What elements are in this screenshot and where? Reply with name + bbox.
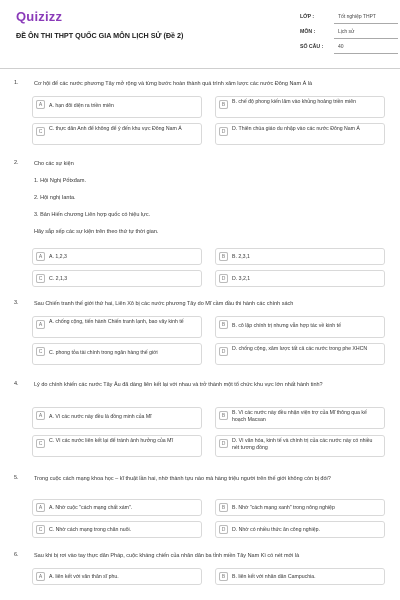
option-letter: C xyxy=(36,274,45,283)
option-d[interactable] xyxy=(215,123,385,145)
option-c[interactable] xyxy=(32,435,202,457)
meta-row-subject xyxy=(300,27,390,42)
option-d[interactable] xyxy=(215,435,385,457)
option-text: D. chống cộng, xâm lược tất cả các nước trong phe XHCN xyxy=(232,346,368,352)
question-number: 4. xyxy=(14,381,19,387)
option-b[interactable] xyxy=(215,248,385,265)
event-item: 3. Bản Hiến chương Liên hợp quốc có hiệu lực. xyxy=(34,212,151,218)
option-text: D. Nhờ có nhiều thức ăn công nghiệp. xyxy=(232,527,320,533)
option-letter: B xyxy=(219,252,228,261)
option-b[interactable] xyxy=(215,316,385,338)
option-a[interactable] xyxy=(32,96,202,118)
option-letter: B xyxy=(219,572,228,581)
option-b[interactable] xyxy=(215,568,385,585)
option-c[interactable] xyxy=(32,123,202,145)
meta-key: SỐ CÂU : xyxy=(300,44,324,50)
meta-row-count xyxy=(300,42,390,57)
option-text: C. thực dân Anh để không để ý đến khu vực Đông Nam Á xyxy=(49,126,182,132)
option-text: A. hạn đôi diện ra triền miên xyxy=(49,103,114,109)
option-text: C. Nhờ cách mạng trong chăn nuôi. xyxy=(49,527,132,533)
question-text: Sau khi bị rơi vào tay thực dân Pháp, cuộc kháng chiến của nhân dân ba tỉnh miền Tây Nam Kì có nét mới là xyxy=(34,553,300,559)
option-letter: D xyxy=(219,127,228,136)
option-d[interactable] xyxy=(215,521,385,538)
option-d[interactable] xyxy=(215,343,385,365)
option-text: D. Vì văn hóa, kinh tế và chính trị của các nước này có nhiều nét tương đồng xyxy=(232,438,373,451)
option-text: B. Vì các nước này đều nhận viện trợ của Mĩ thông qua kế hoạch Macsan xyxy=(232,410,367,423)
option-c[interactable] xyxy=(32,521,202,538)
option-text: A. 1,2,3 xyxy=(49,254,67,260)
option-text: A. Vì các nước này đều là đồng minh của Mĩ xyxy=(49,414,152,420)
worksheet-header xyxy=(0,0,400,69)
option-c[interactable] xyxy=(32,270,202,287)
meta-underline xyxy=(334,38,398,39)
option-text: A. liên kết với văn thân sĩ phu. xyxy=(49,574,119,580)
meta-underline xyxy=(334,23,398,24)
option-letter: B xyxy=(219,100,228,109)
option-b[interactable] xyxy=(215,407,385,429)
option-text: B. liên kết với nhân dân Campuchia. xyxy=(232,574,316,580)
option-text: C. phong tỏa tài chính trong ngân hàng thế giới xyxy=(49,350,158,356)
option-c[interactable] xyxy=(32,343,202,365)
option-letter: A xyxy=(36,411,45,420)
option-letter: C xyxy=(36,439,45,448)
meta-row-class xyxy=(300,12,390,27)
option-letter: B xyxy=(219,503,228,512)
option-text: D. 3,2,1 xyxy=(232,276,251,282)
option-letter: A xyxy=(36,252,45,261)
option-text: B. cô lập chính trị nhưng vẫn hợp tác về kinh tế xyxy=(232,323,341,329)
question-number: 2. xyxy=(14,160,19,166)
option-text: B. 2,3,1 xyxy=(232,254,250,260)
meta-value: 40 xyxy=(338,44,344,50)
question-text: Cho các sự kiện xyxy=(34,161,74,167)
option-letter: B xyxy=(219,411,228,420)
option-a[interactable] xyxy=(32,499,202,516)
event-item: 2. Hội nghị Ianta. xyxy=(34,195,76,201)
question-number: 1. xyxy=(14,80,19,86)
option-letter: A xyxy=(36,100,45,109)
worksheet-title: ĐỀ ÔN THI THPT QUỐC GIA MÔN LỊCH SỬ (Đề 2) xyxy=(16,31,184,40)
question-text: Trong cuộc cách mạng khoa học – kĩ thuật lần hai, nhờ thành tựu nào mà hàng triệu người trên thế giới không còn bị đói? xyxy=(34,476,331,482)
option-b[interactable] xyxy=(215,499,385,516)
question-text: Sau Chiến tranh thế giới thứ hai, Liên Xô bị các nước phương Tây do Mĩ cầm đầu thi hành các chính sách xyxy=(34,301,294,307)
option-a[interactable] xyxy=(32,407,202,429)
option-letter: D xyxy=(219,274,228,283)
question-text: Cơ hội để các nước phương Tây mở rộng và từng bước hoàn thành quá trình xâm lược các nước Đông Nam Á là xyxy=(34,81,313,87)
question-number: 5. xyxy=(14,475,19,481)
question-number: 6. xyxy=(14,552,19,558)
question-text: Lý do chính khiến các nước Tây Âu đã dàng liên kết lại với nhau và trở thành một tổ chức khu vực lớn nhất hành tinh? xyxy=(34,382,323,388)
option-b[interactable] xyxy=(215,96,385,118)
meta-underline xyxy=(334,53,398,54)
meta-value: Tốt nghiệp THPT xyxy=(338,14,376,20)
meta-key: MÔN : xyxy=(300,29,316,35)
option-letter: B xyxy=(219,320,228,329)
question-number: 3. xyxy=(14,300,19,306)
option-letter: C xyxy=(36,127,45,136)
option-letter: A xyxy=(36,503,45,512)
option-letter: C xyxy=(36,347,45,356)
quizizz-logo: Quizizz xyxy=(16,9,63,24)
option-text: C. Vì các nước liên kết lại để tránh ảnh hưởng của Mĩ xyxy=(49,438,173,444)
option-text: D. Thiên chúa giáo du nhập vào các nước Đông Nam Á xyxy=(232,126,360,132)
option-text: B. Nhờ "cách mạng xanh" trong nông nghiệp xyxy=(232,505,335,511)
option-letter: A xyxy=(36,572,45,581)
option-text: A. Nhờ cuộc "cách mạng chất xám". xyxy=(49,505,133,511)
option-letter: D xyxy=(219,439,228,448)
option-text: C. 2,1,3 xyxy=(49,276,68,282)
option-letter: D xyxy=(219,347,228,356)
option-text: B. chế độ phong kiến lâm vào khủng hoảng triền miên xyxy=(232,99,357,105)
meta-key: LỚP : xyxy=(300,14,315,20)
option-letter: C xyxy=(36,525,45,534)
option-text: A. chống cộng, tiến hành Chiến tranh lạnh, bao vây kinh tế xyxy=(49,319,184,325)
option-letter: D xyxy=(219,525,228,534)
question-prompt: Hãy sắp xếp các sự kiện trên theo thứ tự thời gian. xyxy=(34,229,159,235)
option-a[interactable] xyxy=(32,316,202,338)
worksheet-meta xyxy=(300,12,390,57)
option-letter: A xyxy=(36,320,45,329)
option-d[interactable] xyxy=(215,270,385,287)
option-a[interactable] xyxy=(32,568,202,585)
meta-value: Lịch sử xyxy=(338,29,355,35)
option-a[interactable] xyxy=(32,248,202,265)
event-item: 1. Hội Nghị Pốtxđam. xyxy=(34,178,86,184)
